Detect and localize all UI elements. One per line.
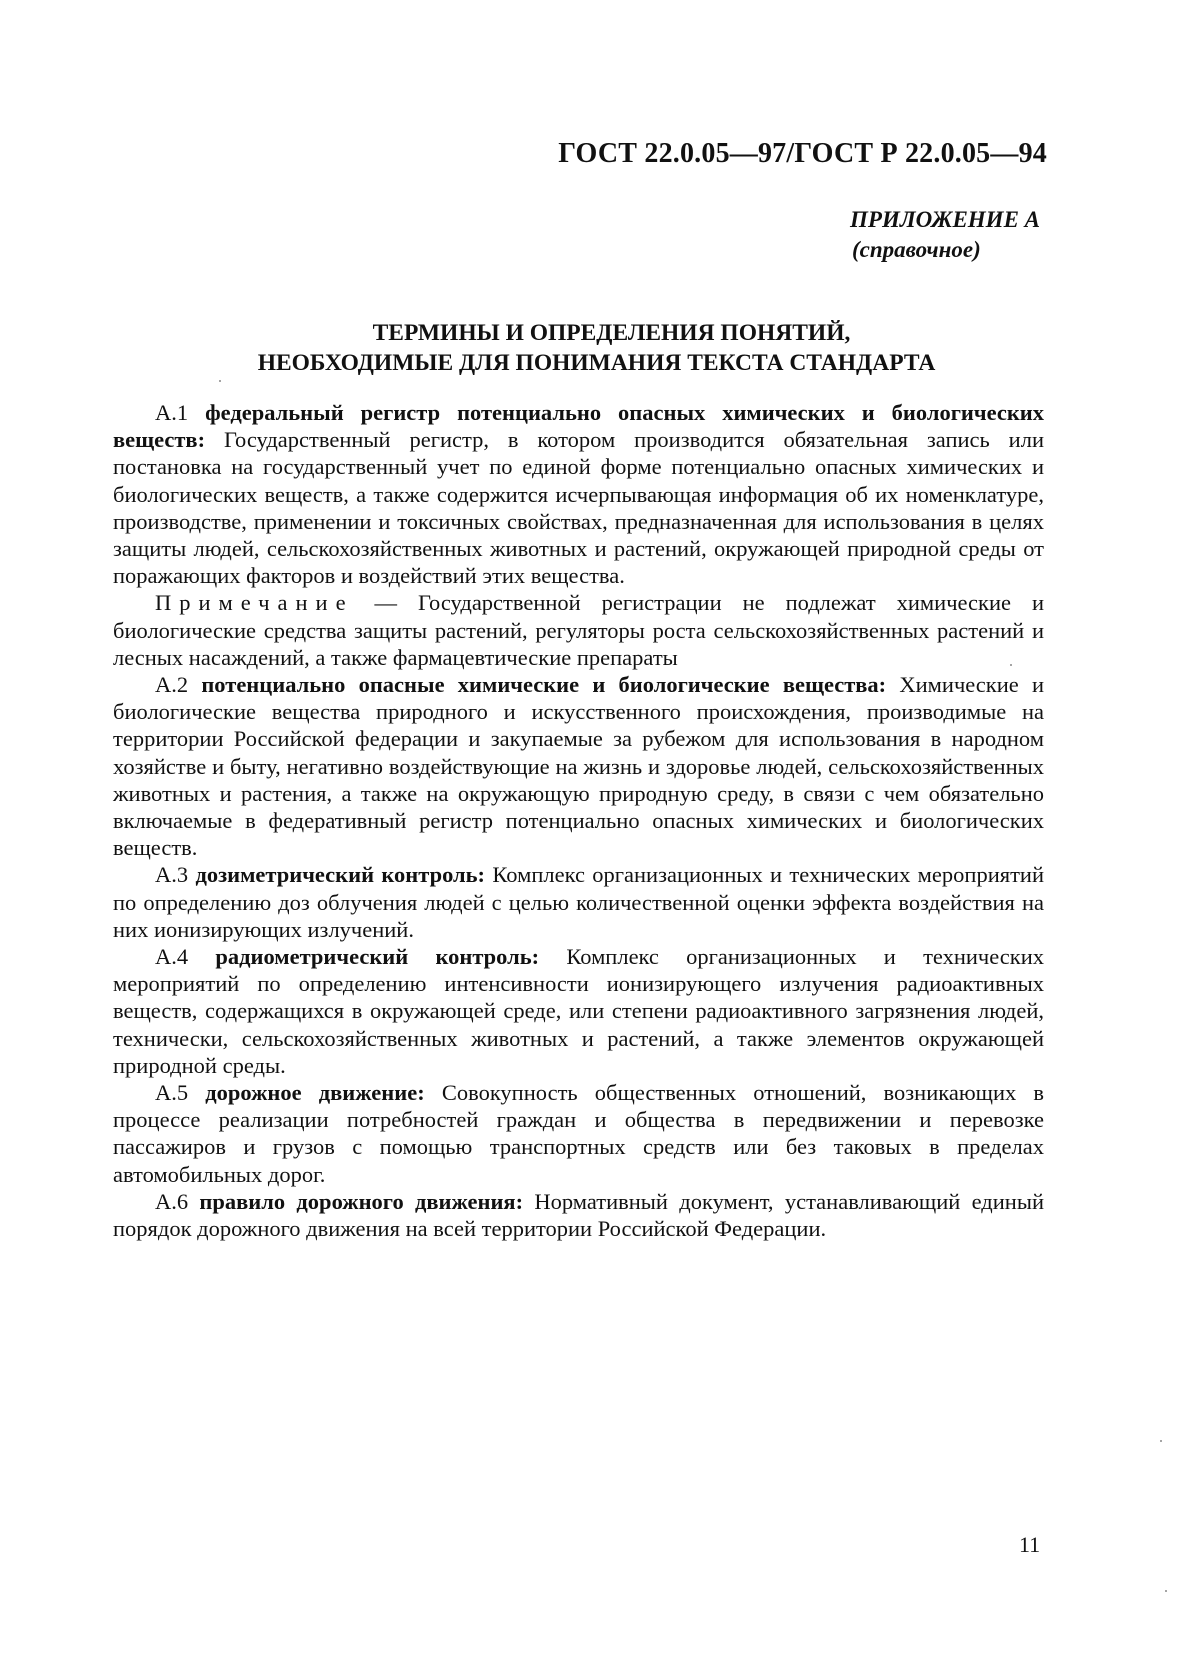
appendix-type: (справочное) bbox=[852, 237, 981, 262]
section-title bbox=[0, 318, 1187, 378]
definition-number: А.5 bbox=[155, 1080, 189, 1106]
definition-a5 bbox=[113, 1079, 1044, 1188]
definition-term: потенциально опасные химические и биологические вещества: bbox=[201, 672, 887, 698]
section-title-line-1: ТЕРМИНЫ И ОПРЕДЕЛЕНИЯ ПОНЯТИЙ, bbox=[372, 320, 851, 346]
note-paragraph bbox=[113, 589, 1044, 671]
note-label: Примечание bbox=[155, 590, 354, 616]
definition-term: радиометрический контроль: bbox=[215, 944, 540, 970]
definition-term: правило дорожного движения: bbox=[199, 1188, 524, 1214]
definition-a3 bbox=[113, 861, 1044, 943]
definition-a6 bbox=[113, 1188, 1044, 1242]
section-title-line-2: НЕОБХОДИМЫЕ ДЛЯ ПОНИМАНИЯ ТЕКСТА СТАНДАРТА bbox=[257, 350, 936, 376]
definition-text: Комплекс организационных и технических мероприятий по определению доз облучения людей с целью количественной оценки эффекта воздействия на них ионизирующих излучений. bbox=[113, 862, 1044, 942]
definition-number: А.4 bbox=[155, 944, 189, 970]
page-number: 11 bbox=[1019, 1532, 1041, 1557]
definition-term: федеральный регистр потенциально опасных химических и биологических веществ: bbox=[113, 400, 1045, 453]
appendix-heading bbox=[850, 205, 1040, 265]
definition-number: А.6 bbox=[155, 1188, 189, 1214]
definition-a4 bbox=[113, 943, 1044, 1079]
definitions-body bbox=[113, 399, 1044, 1242]
definition-text: Нормативный документ, устанавливающий единый порядок дорожного движения на всей территории Российской Федерации. bbox=[113, 1188, 1044, 1242]
definition-text: Государственный регистр, в котором производится обязательная запись или постановка на государственный учет по единой форме потенциально опасных химических и биологических веществ, а также содержится исчерпывающая информация об их номенклатуре, производстве, применении и токсичных свойствах, предназначенная для использования в целях защиты людей, сельскохозяйственных животных и растений, окружающей природной среды от поражающих факторов и воздействий этих вещества. bbox=[113, 427, 1044, 589]
definition-number: А.1 bbox=[155, 400, 189, 425]
appendix-label: ПРИЛОЖЕНИЕ А bbox=[850, 207, 1041, 232]
definition-term: дозиметрический контроль: bbox=[195, 862, 486, 888]
definition-text: Совокупность общественных отношений, возникающих в процессе реализации потребностей граждан и общества в передвижении и перевозке пассажиров и грузов с помощью транспортных средств или без таковых в пределах автомобильных дорог. bbox=[113, 1080, 1045, 1187]
definition-number: А.3 bbox=[155, 862, 189, 888]
definition-a1 bbox=[113, 399, 1044, 589]
scan-speck bbox=[1165, 1590, 1167, 1592]
scan-speck bbox=[1160, 1440, 1162, 1442]
scan-speck bbox=[219, 380, 221, 382]
definition-text: Комплекс организационных и технических мероприятий по определению интенсивности ионизирующего излучения радиоактивных веществ, содержащихся в окружающей среде, или степени радиоактивного загрязнения людей, технически, сельскохозяйственных животных и растений, а также элементов окружающей природной среды. bbox=[113, 944, 1044, 1078]
definition-text: Химические и биологические вещества природного и искусственного происхождения, производимые на территории Российской федерации и закупаемые за рубежом для использования в народном хозяйстве и быту, негативно воздействующие на жизнь и здоровье людей, сельскохозяйственных животных и растения, а также на окружающую природную среду, в связи с чем обязательно включаемые в федеративный регистр потенциально опасных химических и биологических веществ. bbox=[113, 672, 1045, 861]
definition-number: А.2 bbox=[155, 672, 189, 698]
document-code-header: ГОСТ 22.0.05—97/ГОСТ Р 22.0.05—94 bbox=[558, 138, 1047, 169]
definition-term: дорожное движение: bbox=[205, 1080, 425, 1106]
note-text: — Государственной регистрации не подлежат химические и биологические средства защиты растений, регуляторы роста сельскохозяйственных растений и лесных насаждений, а также фармацевтические препараты bbox=[113, 590, 1045, 670]
scan-speck bbox=[1010, 664, 1012, 666]
definition-a2 bbox=[113, 671, 1044, 861]
